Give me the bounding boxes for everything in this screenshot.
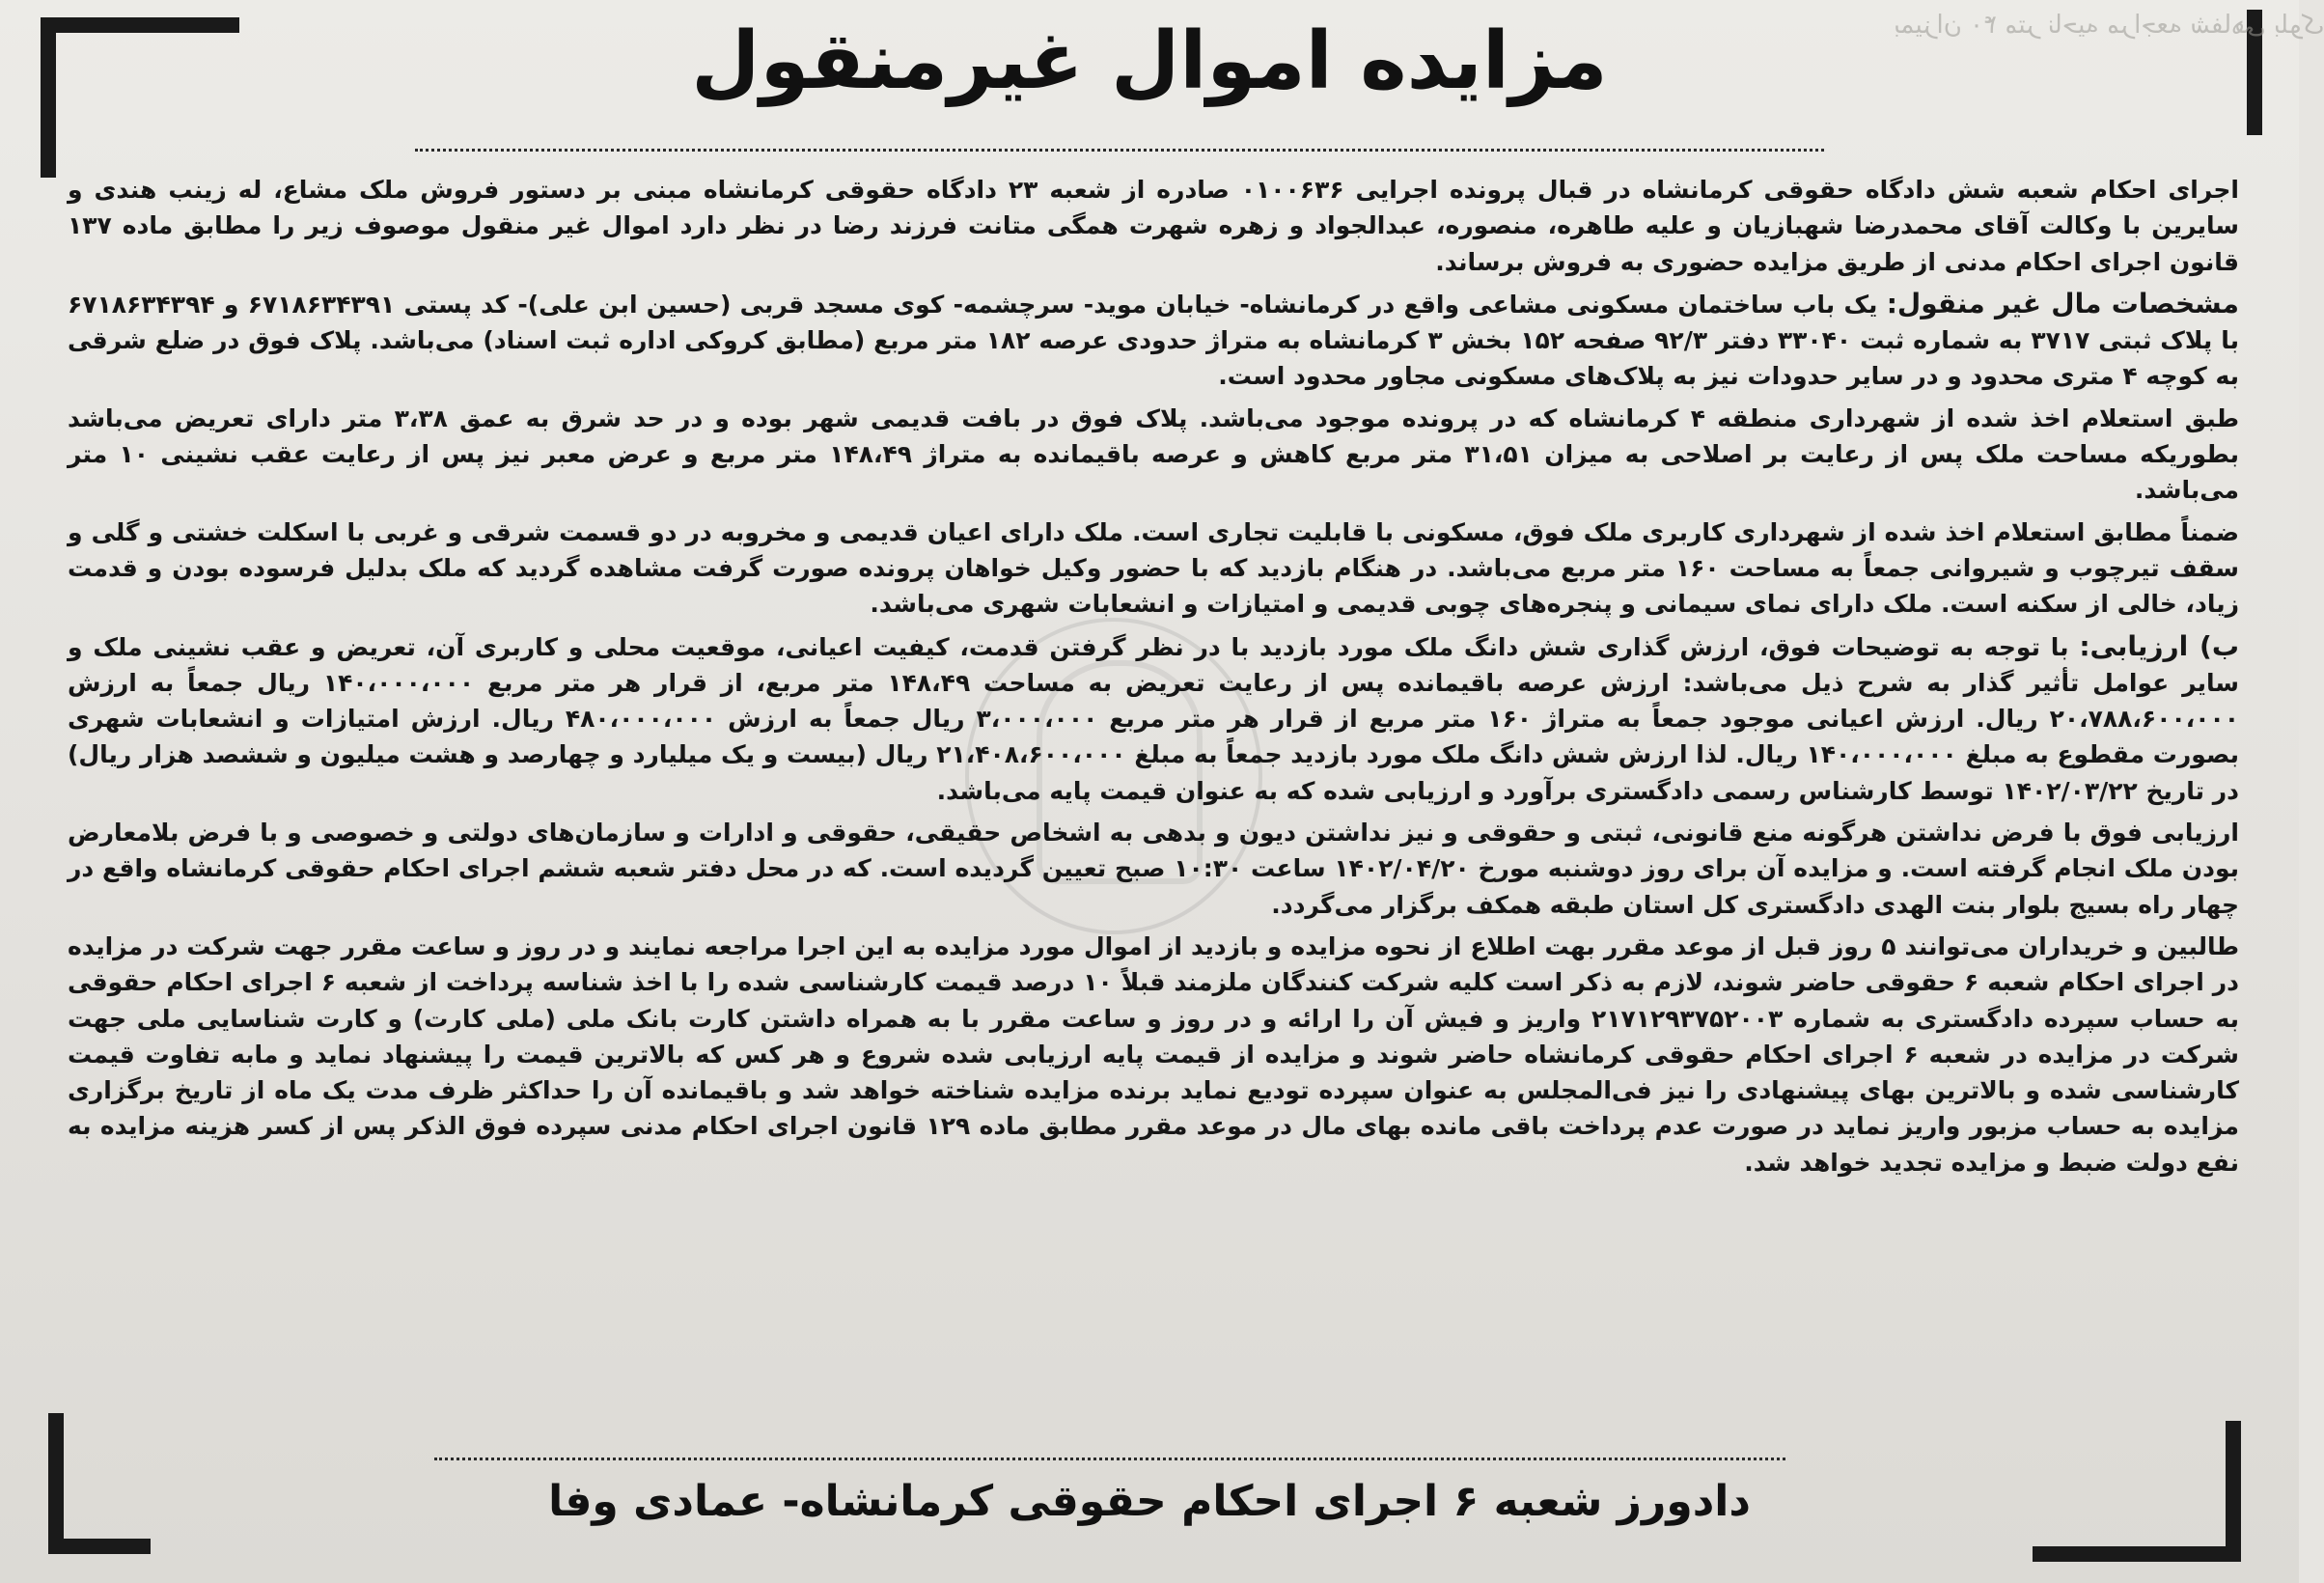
valuation-heading: ب) ارزیابی:: [2079, 629, 2239, 662]
signature-line: دادورز شعبه ۶ اجرای احکام حقوقی کرمانشاه- عمادی وفا: [548, 1477, 1751, 1526]
title-divider: [415, 149, 1824, 152]
footer-divider: [434, 1458, 1785, 1460]
paragraph-participation-terms: طالبین و خریداران می‌توانند ۵ روز قبل از موعد مقرر بهت اطلاع از نحوه مزایده و بازدید از اموال مورد مزایده به این اجرا مراجعه نمایند و در روز و ساعت مقرر جهت شرکت در مزایده در اجرای احکام شعبه ۶ حقوقی حاضر شوند، لازم به ذکر است کلیه شرکت کنندگان ملزمند قبلاً ۱۰ درصد قیمت کارشناسی شده را با اخذ شناسه پرداخت از شعبه ۶ اجرای احکام حقوقی به حساب سپرده دادگستری به شماره ۲۱۷۱۲۹۳۷۵۲۰۰۳ واریز و فیش آن را ارائه و در روز و ساعت مقرر با به همراه داشتن کارت بانک ملی (ملی کارت) و کارت شناسایی ملی جهت شرکت در مزایده در شعبه ۶ اجرای احکام حقوقی کرمانشاه حاضر شوند و مزایده از قیمت پایه ارزیابی شده شروع و هر کس که بالاترین قیمت را پیشنهاد نماید و مابه تفاوت قیمت کارشناسی شده و بالاترین بهای پیشنهادی را نیز فی‌المجلس به عنوان سپرده تودیع نماید برنده مزایده شناخته خواهد شد و باقیمانده آن را حداکثر ظرف مدت یک ماه از تاریخ برگزاری مزایده به حساب مزبور واریز نماید در صورت عدم پرداخت باقی مانده بهای مال در موعد مقرر مطابق ماده ۱۲۹ قانون اجرای احکام مدنی سپرده فوق الذکر پس از کسر هزینه مزایده به نفع دولت ضبط و مزایده تجدید خواهد شد.: [68, 931, 2240, 1177]
paragraph-usage-description: ضمناً مطابق استعلام اخذ شده از شهرداری کاربری ملک فوق، مسکونی با قابلیت تجاری است. ملک دارای اعیان قدیمی و مخروبه در دو قسمت شرقی و غربی با اسکلت خشتی و گلی و سقف تیرچوب و شیروانی جمعاً به مساحت ۱۶۰ متر مربع می‌باشد. در هنگام بازدید که با حضور وکیل خواهان پرونده صورت گرفت مشاهده گردید که ملک بدلیل فرسوده بودن و قدمت زیاد، خالی از سکنه است. ملک دارای نمای سیمانی و پنجره‌های چوبی قدیمی و امتیازات و انشعابات شهری می‌باشد.: [68, 517, 2239, 619]
notice-body: [68, 172, 2239, 1427]
paragraph-property-specs: [68, 286, 2239, 395]
paragraph-valuation: [68, 628, 2239, 809]
paragraph-intro: اجرای احکام شعبه شش دادگاه حقوقی کرمانشاه در قبال پرونده اجرایی ۰۱۰۰۶۳۶ صادره از شعبه ۲۳ دادگاه حقوقی کرمانشاه مبنی بر دستور فروش ملک مشاع، له زینب هندی و سایرین با وکالت آقای محمدرضا شهبازیان و علیه طاهره، منصوره، عبدالجواد و زهره شهرت همگی متانت فرزند رضا در نظر دارد اموال غیر منقول موصوف زیر را مطابق ماده ۱۳۷ قانون اجرای احکام مدنی از طریق مزایده حضوری به فروش برساند.: [68, 176, 2239, 276]
paragraph-auction-date: ارزیابی فوق با فرض نداشتن هرگونه منع قانونی، ثبتی و حقوقی و نیز نداشتن دیون و بدهی به اشخاص حقیقی، حقوقی و ادارات و سازمان‌های دولتی و خصوصی و با فرض بلامعارض بودن ملک انجام گرفته است. و مزایده آن برای روز دوشنبه مورخ ۱۴۰۲/۰۴/۲۰ ساعت ۱۰:۳۰ صبح تعیین گردیده است. که در محل دفتر شعبه ششم اجرای احکام حقوقی کرمانشاه واقع در چهار راه بسیج بلوار بنت الهدی دادگستری کل استان طبقه همکف برگزار می‌گردد.: [68, 819, 2240, 919]
property-specs-text: یک باب ساختمان مسکونی مشاعی واقع در کرمانشاه- خیابان موید- سرچشمه- کوی مسجد قربی (حسین ابن علی)- کد پستی ۶۷۱۸۶۳۴۳۹۱ و ۶۷۱۸۶۳۴۳۹۴ با پلاک ثبتی ۳۷۱۷ به شماره ثبت ۳۳۰۴۰ دفتر ۹۲/۳ صفحه ۱۵۲ بخش ۳ کرمانشاه به متراژ حدودی عرصه ۱۸۲ متر مربع (مطابق کروکی اداره ثبت اسناد) می‌باشد. پلاک فوق در ضلع شرقی به کوچه ۴ متری محدود و در سایر حدودات نیز به پلاک‌های مسکونی مجاور محدود است.: [68, 290, 2239, 391]
bleed-through-text: بمیزان ۴۰ متر ناحیه مراجعه شفاهی بلوک: [1894, 11, 2324, 40]
notice-title: مزایده اموال غیرمنقول: [691, 15, 1608, 107]
property-specs-heading: مشخصات مال غیر منقول:: [1886, 287, 2239, 319]
valuation-text: با توجه به توضیحات فوق، ارزش گذاری شش دانگ ملک مورد بازدید با در نظر گرفتن قدمت، کیفیت اعیانی، موقعیت محلی و کاربری آن، تعریض و عقب نشینی ملک و سایر عوامل تأثیر گذار به شرح ذیل می‌باشد: ارزش عرصه باقیمانده پس از رعایت تعریض به مساحت ۱۴۸،۴۹ متر مربع، از قرار هر متر مربع ۱۴۰،۰۰۰،۰۰۰ ریال جمعاً به ارزش ۲۰،۷۸۸،۶۰۰،۰۰۰ ریال. ارزش اعیانی موجود جمعاً به متراژ ۱۶۰ متر مربع از قرار هر متر مربع ۳،۰۰۰،۰۰۰ ریال جمعاً به ارزش ۴۸۰،۰۰۰،۰۰۰ ریال. ارزش امتیازات و انشعابات شهری بصورت مقطوع به مبلغ ۱۴۰،۰۰۰،۰۰۰ ریال. لذا ارزش شش دانگ ملک مورد بازدید جمعاً به مبلغ ۲۱،۴۰۸،۶۰۰،۰۰۰ ریال (بیست و یک میلیارد و چهارصد و هشت میلیون و ششصد هزار ریال) در تاریخ ۱۴۰۲/۰۳/۲۲ توسط کارشناس رسمی دادگستری برآورد و ارزیابی شده که به عنوان قیمت پایه می‌باشد.: [68, 632, 2239, 805]
paragraph-municipality-inquiry: طبق استعلام اخذ شده از شهرداری منطقه ۴ کرمانشاه که در پرونده موجود می‌باشد. پلاک فوق در بافت قدیمی شهر بوده و در حد شرق به عمق ۳،۳۸ متر دارای تعریض می‌باشد بطوریکه مساحت ملک پس از رعایت بر اصلاحی به میزان ۳۱،۵۱ متر مربع کاهش و عرصه باقیمانده به متراژ ۱۴۸،۴۹ متر مربع و عرض معبر نیز پس از رعایت عقب نشینی ۱۰ متر می‌باشد.: [68, 403, 2239, 505]
